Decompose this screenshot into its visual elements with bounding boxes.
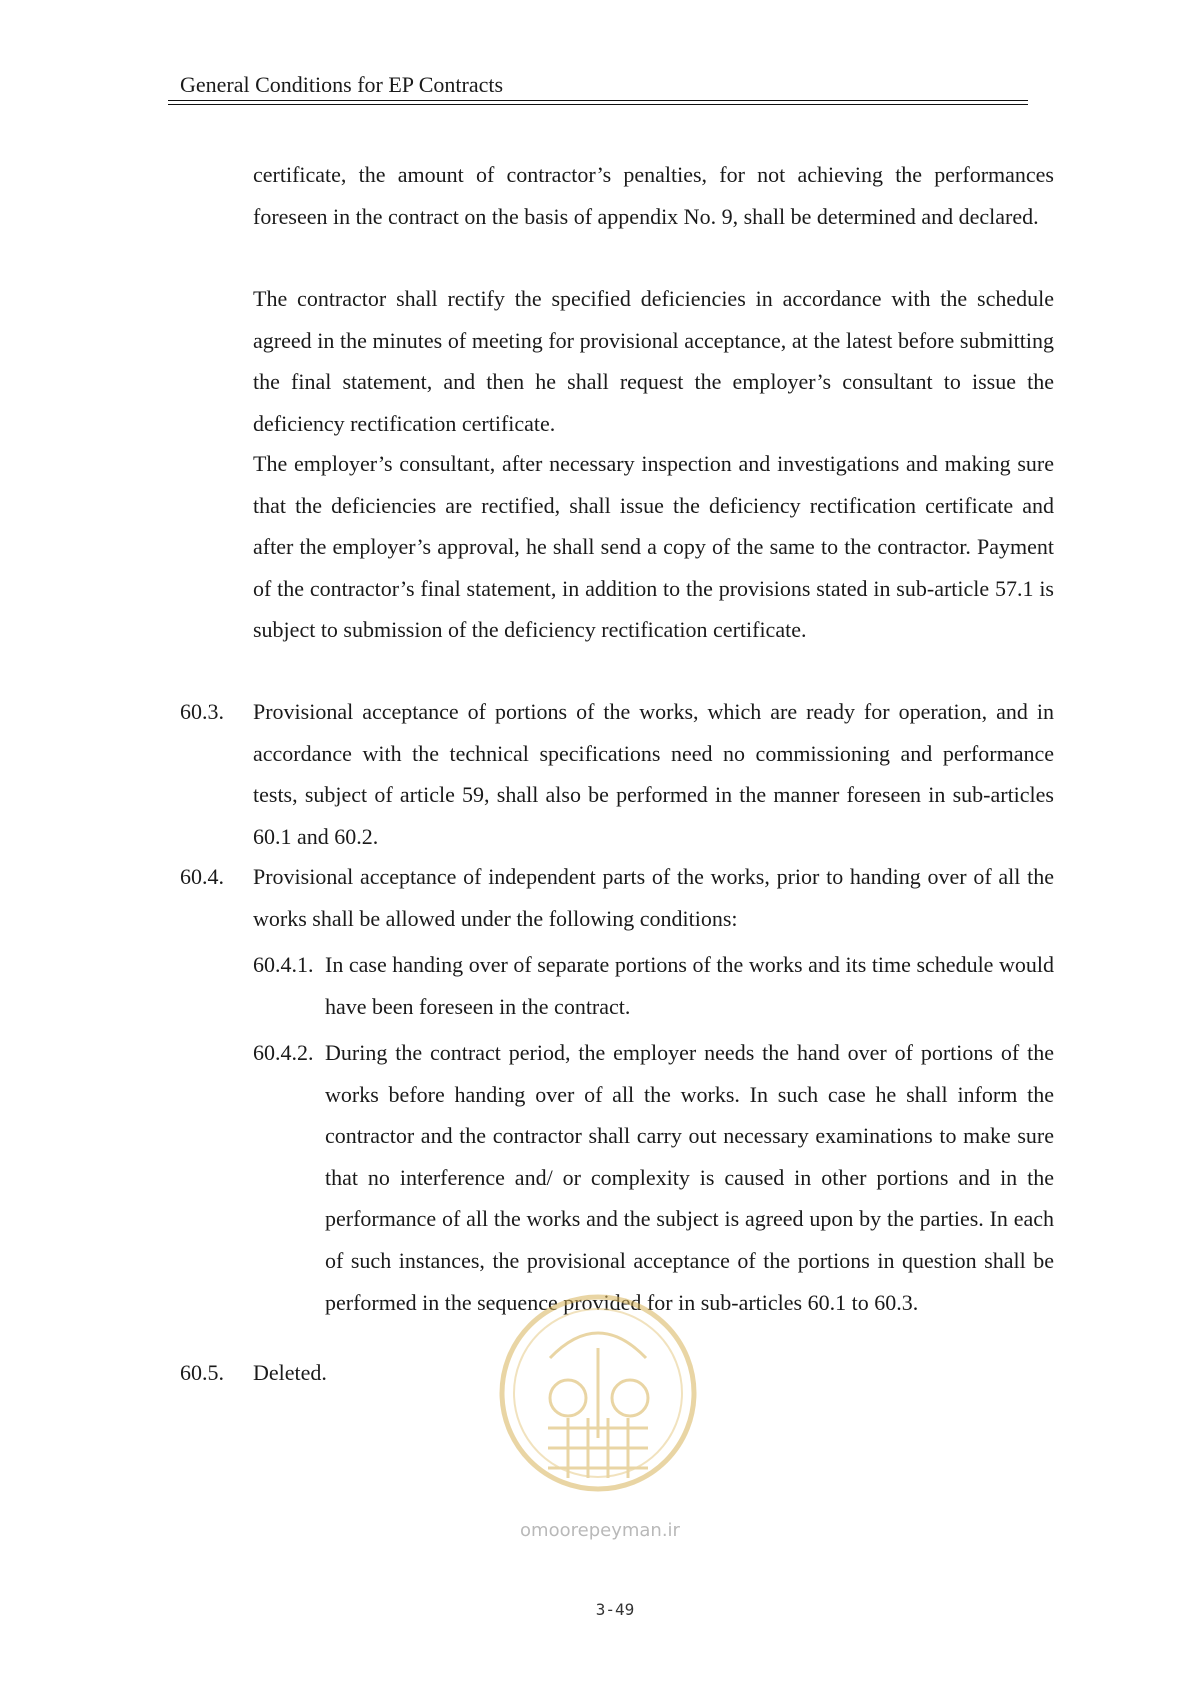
item-number-60-3: 60.3. [180, 699, 224, 724]
paragraph-2: The contractor shall rectify the specified deficiencies in accordance with the schedule agreed in the minutes of meeting for provisional acceptance, at the latest before submitting the final statement, and then he shall request the employer’s consultant to issue the deficiency rectification certificate. [253, 286, 1054, 436]
watermark-url: omoorepeyman.ir [520, 1520, 680, 1541]
page-number: 3-49 [595, 1600, 635, 1619]
subitem-number-60-4-1: 60.4.1. [253, 952, 314, 977]
paragraph-1: certificate, the amount of contractor’s penalties, for not achieving the performances foreseen in the contract on the basis of appendix No. 9, shall be determined and declared. [253, 162, 1054, 229]
header-double-rule [168, 100, 1028, 105]
item-number-60-5: 60.5. [180, 1360, 224, 1385]
watermark-logo-icon [488, 1288, 708, 1498]
subitem-text-60-4-2: During the contract period, the employer needs the hand over of portions of the works before handing over of all the works. In such case he shall inform the contractor and the contractor shall carry out necessary examinations to make sure that no interference and/ or complexity is caused in other portions and in the performance of all the works and the subject is agreed upon by the parties. In each of such instances, the provisional acceptance of the portions in question shall be performed in the sequence provided for in sub-articles 60.1 to 60.3. [325, 1040, 1054, 1315]
paragraph-3: The employer’s consultant, after necessary inspection and investigations and making sure that the deficiencies are rectified, shall issue the deficiency rectification certificate and after the employer’s approval, he shall send a copy of the same to the contractor. Payment of the contractor’s final statement, in addition to the provisions stated in sub-article 57.1 is subject to submission of the deficiency rectification certificate. [253, 451, 1054, 643]
subitem-text-60-4-1: In case handing over of separate portions of the works and its time schedule would have been foreseen in the contract. [325, 952, 1054, 1019]
subitem-number-60-4-2: 60.4.2. [253, 1040, 314, 1065]
item-number-60-4: 60.4. [180, 864, 224, 889]
page-header-title: General Conditions for EP Contracts [180, 72, 504, 97]
item-text-60-4: Provisional acceptance of independent parts of the works, prior to handing over of all the works shall be allowed under the following conditions: [253, 864, 1054, 931]
item-text-60-5: Deleted. [253, 1360, 327, 1385]
item-text-60-3: Provisional acceptance of portions of the works, which are ready for operation, and in accordance with the technical specifications need no commissioning and performance tests, subject of article 59, shall also be performed in the manner foreseen in sub-articles 60.1 and 60.2. [253, 699, 1054, 849]
